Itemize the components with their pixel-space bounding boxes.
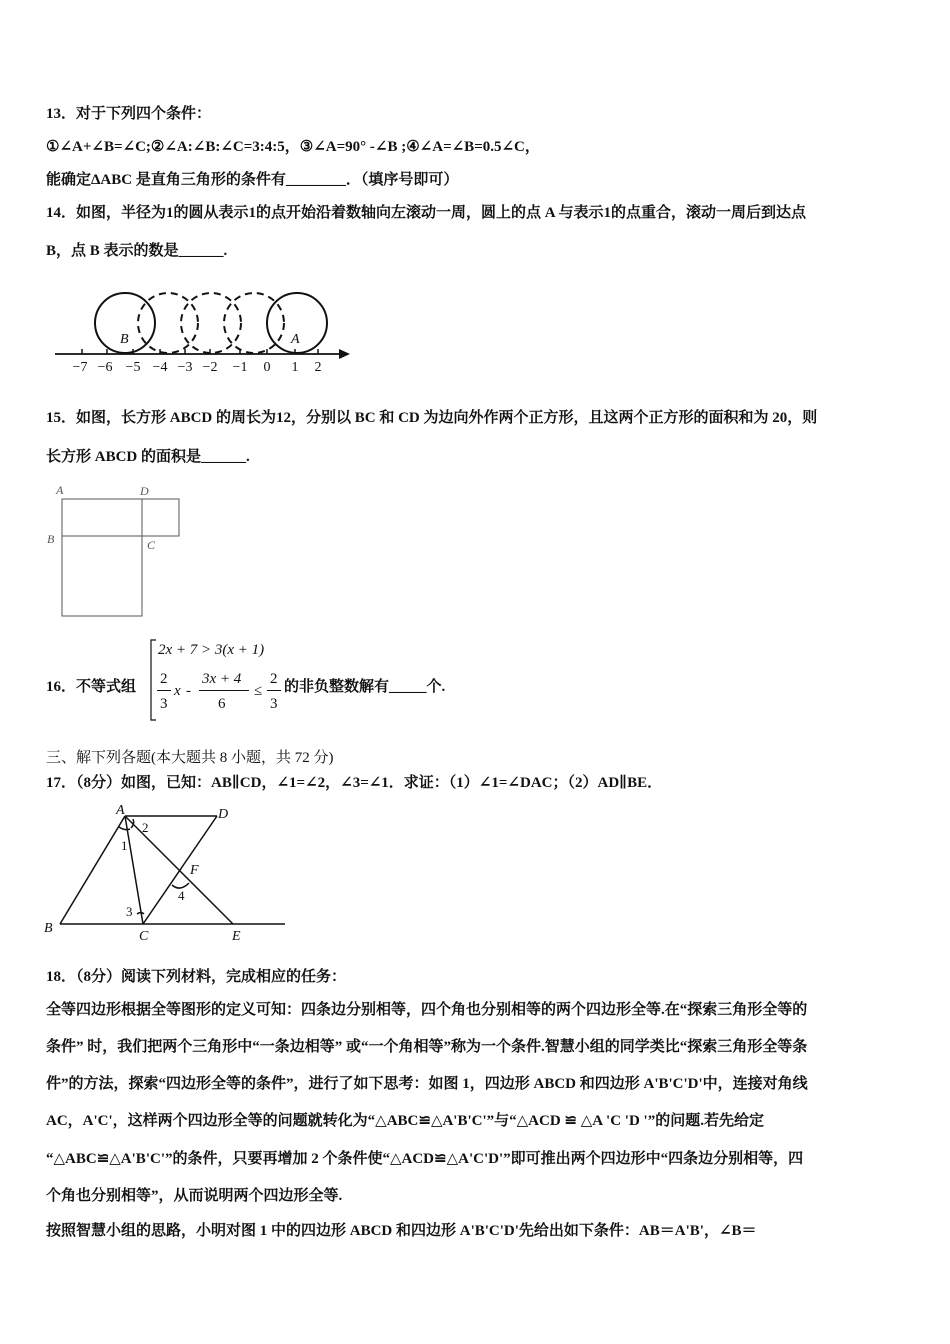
frac1-den: 3 xyxy=(160,696,168,712)
label-B: B xyxy=(44,921,53,936)
q16-prefix: 16．不等式组 xyxy=(46,679,137,695)
tick-label: −3 xyxy=(177,360,193,375)
le-sign: ≤ xyxy=(254,683,263,699)
q15-line-1: 15．如图，长方形 ABCD 的周长为12，分别以 BC 和 CD 为边向外作两个正方形，且这两个正方形的面积和为 20，则 xyxy=(46,410,818,426)
label-C: C xyxy=(139,929,149,944)
label-E: E xyxy=(232,929,241,944)
label-B: B xyxy=(47,532,55,546)
label-A: A xyxy=(56,483,64,497)
label-D: D xyxy=(140,484,149,498)
frac2-num: 3x + 4 xyxy=(202,671,242,687)
angle-arc-3 xyxy=(137,913,144,915)
circle-dashed-2 xyxy=(181,293,241,353)
q18-line-8: 按照智慧小组的思路，小明对图 1 中的四边形 ABCD 和四边形 A'B'C'D'先给出如下条件：AB＝A'B'，∠B＝ xyxy=(46,1223,757,1239)
q18-line-2: 全等四边形根据全等图形的定义可知：四条边分别相等，四个角也分别相等的两个四边形全等.在“探索三角形全等的 xyxy=(46,1002,808,1018)
frac1-bar xyxy=(157,690,171,691)
tick-label: 1 xyxy=(291,360,299,375)
parallel-lines-figure xyxy=(40,800,295,948)
q18-line-6: “△ABC≌△A'B'C'”的条件，只要再增加 2 个条件使“△ACD≌△A'C'D'”即可推出两个四边形中“四条边分别相等，四 xyxy=(46,1151,804,1167)
q13-line-1: 13．对于下列四个条件： xyxy=(46,106,212,122)
q14-line-1: 14．如图，半径为1的圆从表示1的点开始沿着数轴向左滚动一周，圆上的点 A 与表示1的点重合，滚动一周后到达点 xyxy=(46,205,807,221)
axis-arrow xyxy=(339,349,350,359)
tick-label: 2 xyxy=(314,360,322,375)
tick-label: 0 xyxy=(263,360,271,375)
q13-line-3: 能确定ΔABC 是直角三角形的条件有________．（填序号即可） xyxy=(46,172,459,188)
angle-arc-1 xyxy=(119,827,130,830)
tick-label: −5 xyxy=(125,360,141,375)
q18-line-1: 18．（8分）阅读下列材料，完成相应的任务： xyxy=(46,969,347,985)
var-x: x xyxy=(174,683,181,699)
q18-line-5: AC，A'C'，这样两个四边形全等的问题就转化为“△ABC≌△A'B'C'”与“△ACD ≌ △A 'C 'D '”的问题.若先给定 xyxy=(46,1113,764,1129)
angle-label-3: 3 xyxy=(126,904,133,919)
frac1-num: 2 xyxy=(160,671,168,687)
frac3-num: 2 xyxy=(270,671,278,687)
frac3-den: 3 xyxy=(270,696,278,712)
section-heading: 三、解下列各题(本大题共 8 小题，共 72 分) xyxy=(46,750,334,766)
label-C: C xyxy=(147,538,156,552)
q18-line-4: 件”的方法，探索“四边形全等的条件”，进行了如下思考：如图 1，四边形 ABCD 和四边形 A'B'C'D'中，连接对角线 xyxy=(46,1076,808,1092)
tick-label: −4 xyxy=(152,360,168,375)
q16-suffix: 的非负整数解有_____个. xyxy=(284,679,446,695)
rectangle-abcd xyxy=(62,499,142,536)
q17-line-1: 17．（8分）如图，已知：AB∥CD，∠1=∠2，∠3=∠1．求证：（1）∠1=∠DAC；（2）AD∥BE． xyxy=(46,775,663,791)
q18-line-7: 个角也分别相等”，从而说明两个四边形全等. xyxy=(46,1188,343,1204)
rectangle-squares-figure xyxy=(44,482,189,622)
angle-label-4: 4 xyxy=(178,888,185,903)
label-F: F xyxy=(190,863,199,878)
brace-icon xyxy=(148,638,158,722)
q13-line-2: ①∠A+∠B=∠C;②∠A:∠B:∠C=3:4:5，③∠A=90° -∠B ;④∠A=∠B=0.5∠C， xyxy=(46,139,540,155)
tick-label: −2 xyxy=(202,360,218,375)
tick-label: −6 xyxy=(97,360,113,375)
number-line-figure xyxy=(50,283,360,378)
frac2-bar xyxy=(199,690,249,691)
label-B: B xyxy=(120,332,129,347)
label-A: A xyxy=(116,803,125,818)
minus-sign: - xyxy=(186,683,191,699)
square-on-bc xyxy=(142,499,179,536)
q14-line-2: B，点 B 表示的数是______. xyxy=(46,243,228,259)
frac3-bar xyxy=(267,690,281,691)
inequality-1: 2x + 7 > 3(x + 1) xyxy=(158,642,265,658)
label-A: A xyxy=(291,332,300,347)
frac2-den: 6 xyxy=(218,696,226,712)
square-on-cd xyxy=(62,536,142,616)
q15-line-2: 长方形 ABCD 的面积是______. xyxy=(46,449,250,465)
angle-label-2: 2 xyxy=(142,820,149,835)
q18-line-3: 条件” 时，我们把两个三角形中“一条边相等” 或“一个角相等”称为一个条件.智慧小组的同学类比“探索三角形全等条 xyxy=(46,1039,808,1055)
tick-label: −1 xyxy=(232,360,248,375)
label-D: D xyxy=(218,807,229,822)
angle-label-1: 1 xyxy=(121,838,128,853)
tick-label: −7 xyxy=(72,360,88,375)
line-AB xyxy=(60,816,125,924)
